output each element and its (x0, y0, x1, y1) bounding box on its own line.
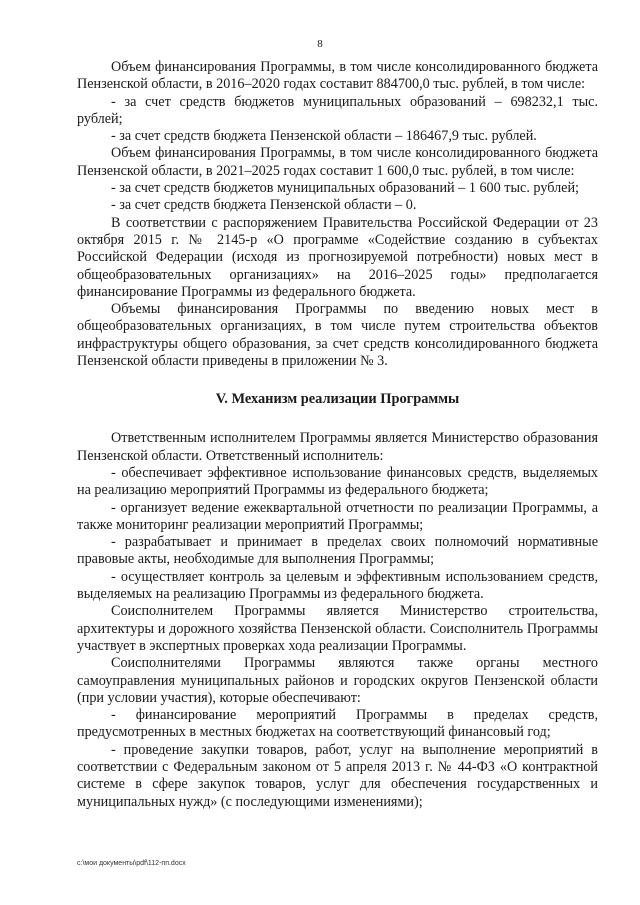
paragraph: - за счет средств бюджетов муниципальных образований – 698232,1 тыс. рублей; (77, 93, 598, 127)
paragraph: Объем финансирования Программы, в том числе консолидированного бюджета Пензенской области, в 2021–2025 годах составит 1 600,0 тыс. рублей, в том числе: (77, 145, 598, 179)
paragraph: - финансирование мероприятий Программы в пределах средств, предусмотренных в местных бюджетах на соответствующий финансовый год; (77, 707, 598, 741)
footer-file-path: c:\мои документы\pdf\112-пп.docx (77, 860, 186, 867)
paragraph: - обеспечивает эффективное использование финансовых средств, выделяемых на реализацию мероприятий Программы из федерального бюджета; (77, 464, 598, 499)
paragraph: - за счет средств бюджетов муниципальных образований – 1 600 тыс. рублей; (111, 180, 579, 197)
paragraph: - осуществляет контроль за целевым и эффективным использованием средств, выделяемых на реализацию Программы из федерального бюджета. (77, 568, 598, 603)
paragraph: - организует ведение ежеквартальной отчетности по реализации Программы, а также мониторинг реализации мероприятий Программы; (77, 499, 598, 533)
document-body (77, 59, 598, 811)
paragraph: Соисполнителем Программы является Министерство строительства, архитектуры и дорожного хозяйства Пензенской области. Соисполнитель Программы участвует в экспертных проверках хода реализации Программы. (77, 603, 598, 654)
paragraph: - проведение закупки товаров, работ, услуг на выполнение мероприятий в соответствии с Федеральным законом от 5 апреля 2013 г. № 44-ФЗ «О контрактной системе в сфере закупок товаров, услуг для обеспечения государственных и муниципальных нужд» (с последующими изменениями); (77, 741, 598, 810)
paragraph: В соответствии с распоряжением Правительства Российской Федерации от 23 октября 2015 г. № 2145-р «О программе «Содействие созданию в субъектах Российской Федерации (исходя из прогнозируемой потребности) новых мест в общеобразовательных организациях» на 2016–2025 годы» предполагается финансирование Программы из федерального бюджета. (77, 214, 598, 300)
paragraph: - за счет средств бюджета Пензенской области – 0. (111, 197, 417, 214)
section-heading: V. Механизм реализации Программы (215, 391, 460, 408)
paragraph: - за счет средств бюджета Пензенской области – 186467,9 тыс. рублей. (111, 128, 537, 145)
paragraph: Объемы финансирования Программы по введению новых мест в общеобразовательных организациях, в том числе путем строительства объектов инфраструктуры общего образования, за счет средств консолидированного бюджета Пензенской области приведены в приложении № 3. (77, 301, 598, 370)
paragraph: - разрабатывает и принимает в пределах своих полномочий нормативные правовые акты, необходимые для выполнения Программы; (77, 534, 598, 568)
page-number: 8 (317, 38, 323, 50)
paragraph: Ответственным исполнителем Программы является Министерство образования Пензенской области. Ответственный исполнитель: (77, 430, 598, 464)
paragraph: Объем финансирования Программы, в том числе консолидированного бюджета Пензенской области, в 2016–2020 годах составит 884700,0 тыс. рублей, в том числе: (77, 59, 598, 93)
paragraph: Соисполнителями Программы являются также органы местного самоуправления муниципальных районов и городских округов Пензенской области (при условии участия), которые обеспечивают: (77, 655, 598, 706)
